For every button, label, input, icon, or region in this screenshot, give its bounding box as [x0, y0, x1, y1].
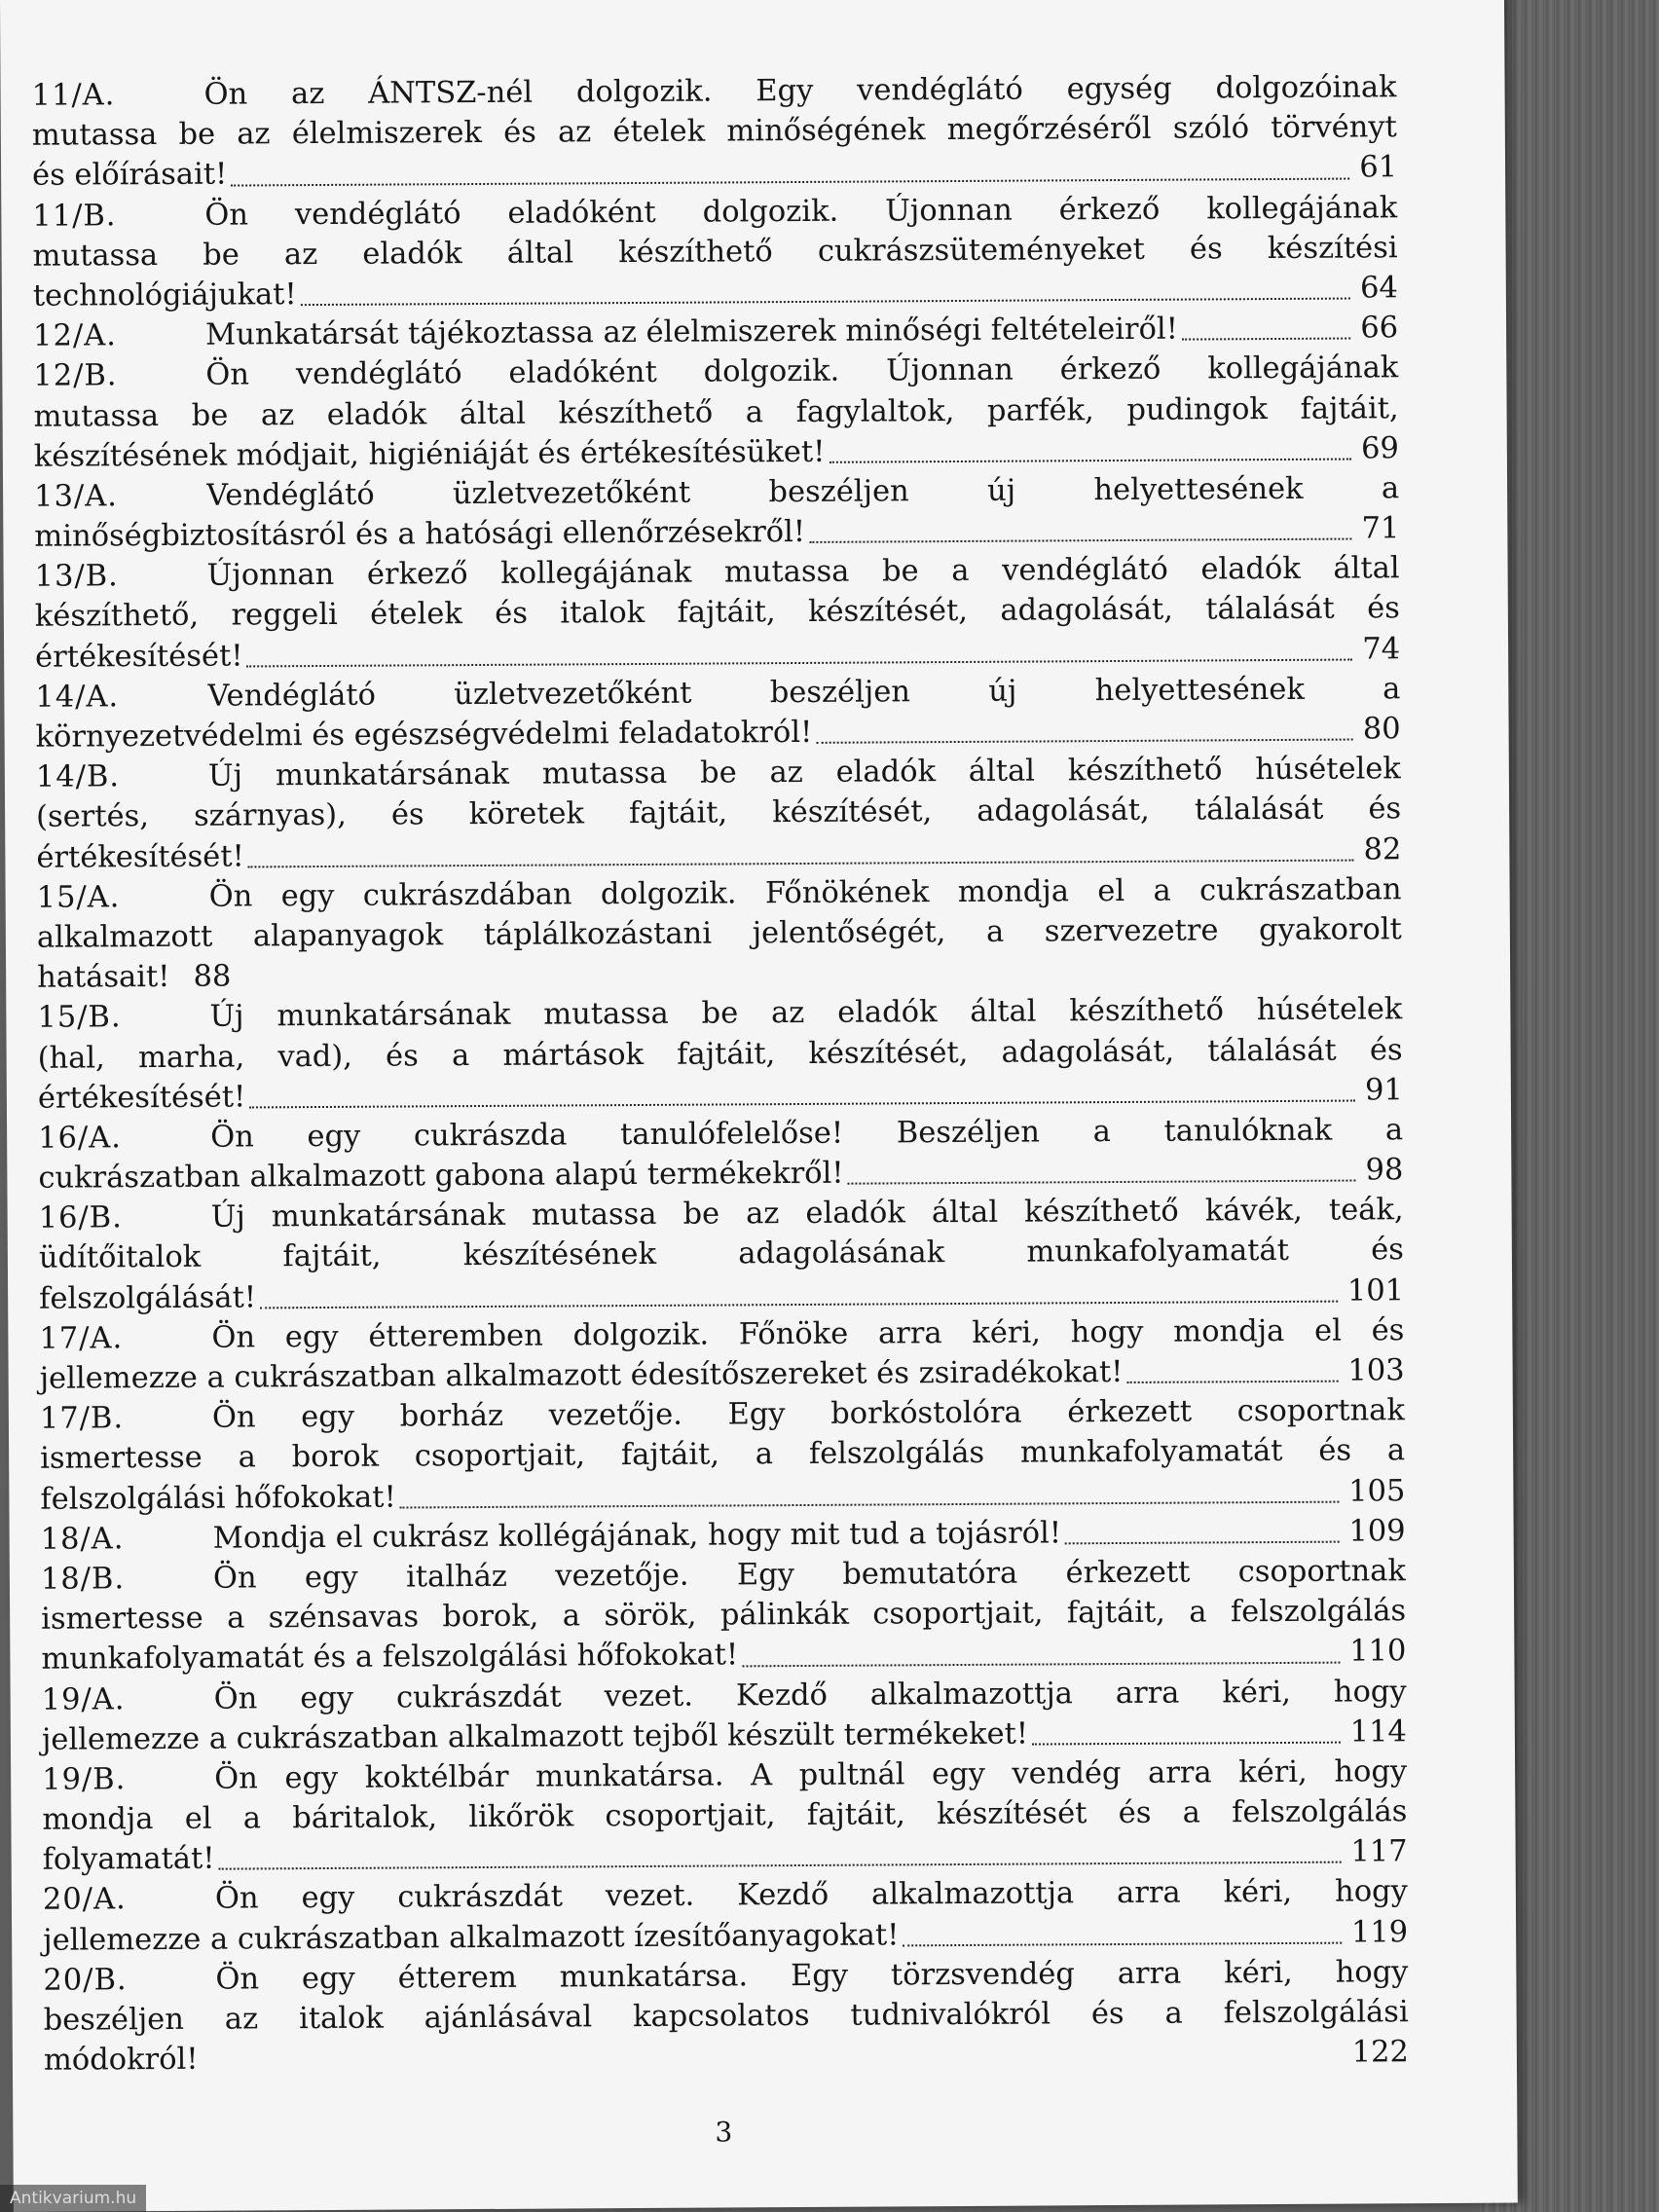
spacer — [199, 2062, 1348, 2069]
toc-entry — [32, 188, 1398, 316]
entry-title-end: Mondja el cukrász kollégájának, hogy mit tud a tojásról! — [212, 1516, 1062, 1556]
entry-title-end: hatásait! — [37, 960, 170, 995]
dot-leader — [742, 1659, 1340, 1667]
entry-page-number: 122 — [1351, 2035, 1410, 2070]
entry-title-line: ismertesse a szénsavas borok, a sörök, pálinkák csoportjait, fajtáit, a felszolgálás — [41, 1594, 1407, 1637]
entry-page-number: 80 — [1362, 712, 1401, 747]
entry-title-line: készíthető, reggeli ételek és italok fajtáit, készítését, adagolását, tálalását és — [34, 591, 1400, 635]
entry-title-end: minőségbiztosításról és a hatósági ellenőrzésekről! — [34, 515, 806, 554]
entry-title-line: Új munkatársának mutassa be az eladók által készíthető húsételek — [209, 992, 1403, 1035]
dot-leader — [903, 1939, 1343, 1946]
entry-code: 20/A. — [42, 1882, 127, 1918]
entry-title-end: készítésének módjait, higiéniáját és értékesítésüket! — [33, 434, 826, 474]
toc-entry — [31, 67, 1397, 196]
toc-entry — [34, 548, 1400, 677]
entry-page-number: 88 — [193, 959, 232, 994]
dot-leader — [260, 1298, 1338, 1309]
dot-leader — [248, 857, 1354, 867]
entry-code: 12/B. — [33, 358, 118, 394]
entry-page-number: 82 — [1363, 831, 1402, 867]
entry-code: 16/B. — [38, 1200, 123, 1236]
entry-page-number: 91 — [1364, 1072, 1403, 1108]
entry-title-line: Ön az ÁNTSZ-nél dolgozik. Egy vendéglátó egység dolgozóinak — [203, 70, 1397, 112]
toc-entry — [40, 1390, 1406, 1519]
entry-title-end: cukrászatban alkalmazott gabona alapú termékekről! — [38, 1156, 844, 1196]
entry-title-line: mutassa be az élelmiszerek és az ételek minőségének megőrzéséről szóló törvényt — [31, 110, 1397, 153]
toc-entry — [34, 468, 1399, 557]
entry-title-line: Ön egy étterem munkatársa. Egy törzsvendég arra kéri, hogy — [215, 1955, 1409, 1997]
entry-page-number: 114 — [1349, 1714, 1407, 1750]
entry-code: 14/B. — [35, 759, 121, 794]
toc-entry — [41, 1551, 1407, 1679]
entry-title-line: Ön egy borház vezetője. Egy borkóstolóra érkezett csoportnak — [211, 1393, 1405, 1435]
toc-entry — [36, 749, 1402, 877]
entry-code: 13/A. — [34, 479, 119, 514]
entry-code: 11/A. — [31, 78, 116, 113]
entry-title-end: Munkatársát tájékoztassa az élelmiszerek minőségi feltételeiről! — [205, 312, 1179, 352]
entry-title-line: Új munkatársának mutassa be az eladók által készíthető kávék, teák, — [210, 1193, 1404, 1235]
entry-code: 11/B. — [32, 198, 117, 234]
toc-entry — [37, 990, 1403, 1119]
dot-leader — [829, 456, 1351, 462]
dot-leader — [816, 737, 1352, 744]
dot-leader — [247, 656, 1353, 667]
dot-leader — [809, 536, 1351, 543]
entry-code: 19/B. — [42, 1762, 127, 1797]
entry-title-end: értékesítését! — [36, 839, 244, 875]
entry-title-end: felszolgálását! — [39, 1280, 257, 1316]
entry-page-number: 69 — [1360, 430, 1399, 466]
entry-page-number: 74 — [1362, 631, 1401, 667]
entry-code: 13/B. — [34, 559, 119, 595]
entry-code: 18/A. — [40, 1522, 125, 1557]
entry-title-line: Ön egy cukrászdában dolgozik. Főnökének mondja el a cukrászatban — [208, 871, 1402, 914]
entry-page-number: 119 — [1350, 1914, 1409, 1950]
toc-entry — [37, 869, 1403, 998]
entry-title-line: alkalmazott alapanyagok táplálkozástani jelentőségét, a szervezetre gyakorolt — [36, 912, 1402, 955]
entry-page-number: 101 — [1346, 1272, 1405, 1309]
entry-title-line: mutassa be az eladók által készíthető a fagylaltok, parfék, pudingok fajtáit, — [33, 390, 1399, 434]
entry-title-end: felszolgálási hőfokokat! — [40, 1480, 396, 1517]
toc-entry — [42, 1672, 1407, 1760]
entry-title-line: Ön vendéglátó eladóként dolgozik. Újonnan érkező kollegájának — [205, 350, 1399, 393]
entry-title-end: technológiájukat! — [32, 277, 297, 313]
toc-entry — [43, 1952, 1409, 2081]
entry-title-line: üdítőitalok fajtáit, készítésének adagolásának munkafolyamatát és — [38, 1233, 1404, 1276]
dot-leader — [219, 1860, 1342, 1870]
entry-code: 15/B. — [37, 1000, 122, 1036]
dot-leader — [249, 1097, 1355, 1108]
watermark: Antikvarium.hu — [0, 2185, 146, 2212]
entry-title-end: munkafolyamatát és a felszolgálási hőfokokat! — [41, 1638, 739, 1677]
entry-code: 19/A. — [41, 1681, 126, 1717]
toc-entry — [39, 1190, 1405, 1318]
entry-code: 17/A. — [39, 1321, 124, 1356]
entry-title-line: Ön egy cukrászda tanulófelelőse! Beszéljen a tanulóknak a — [210, 1113, 1404, 1155]
entry-page-number: 71 — [1361, 511, 1400, 546]
entry-title-line: mutassa be az eladók által készíthető cukrászsüteményeket és készítési — [32, 230, 1398, 274]
entry-title-line: Ön egy cukrászdát vezet. Kezdő alkalmazottja arra kéri, hogy — [213, 1674, 1407, 1716]
toc-entry — [35, 669, 1400, 757]
entry-title-end: jellemezze a cukrászatban alkalmazott ízesítőanyagokat! — [43, 1918, 900, 1958]
dot-leader — [301, 296, 1350, 307]
dot-leader — [1127, 1379, 1339, 1383]
entry-title-end: jellemezze a cukrászatban alkalmazott tejből készült termékeket! — [41, 1716, 1029, 1757]
entry-page-number: 109 — [1348, 1513, 1406, 1549]
entry-page-number: 66 — [1360, 311, 1399, 346]
toc-entry — [33, 349, 1399, 477]
entry-code: 12/A. — [33, 318, 118, 353]
entry-page-number: 110 — [1349, 1634, 1407, 1669]
entry-code: 16/A. — [38, 1121, 123, 1156]
entry-page-number: 105 — [1348, 1473, 1406, 1509]
dot-leader — [848, 1178, 1356, 1185]
entry-page-number: 103 — [1347, 1353, 1405, 1388]
toc-entry — [42, 1751, 1408, 1880]
entry-page-number: 61 — [1359, 150, 1398, 185]
entry-title-line: Ön egy italház vezetője. Egy bemutatóra érkezett csoportnak — [212, 1554, 1406, 1596]
dot-leader — [1182, 336, 1350, 341]
dot-leader — [400, 1498, 1339, 1508]
entry-code: 20/B. — [43, 1963, 128, 1998]
toc-entry — [38, 1110, 1403, 1198]
entry-title-line: Ön egy koktélbár munkatársa. A pultnál egy vendég arra kéri, hogy — [214, 1754, 1408, 1796]
entry-code: 14/A. — [35, 680, 120, 715]
entry-code: 17/B. — [39, 1401, 125, 1436]
entry-title-line: ismertesse a borok csoportjait, fajtáit, a felszolgálás munkafolyamatát és a — [40, 1433, 1406, 1477]
entry-page-number: 64 — [1359, 271, 1398, 306]
dot-leader — [1065, 1539, 1339, 1545]
toc-entry — [39, 1310, 1404, 1399]
entry-title-line: Ön vendéglátó eladóként dolgozik. Újonnan érkező kollegájának — [204, 190, 1398, 233]
entry-title-line: Ön egy étteremben dolgozik. Főnöke arra kéri, hogy mondja el és — [211, 1313, 1405, 1355]
table-of-contents — [31, 67, 1409, 2081]
dot-leader — [231, 175, 1349, 186]
entry-title-line: mondja el a báritalok, likőrök csoportjait, fajtáit, készítését és a felszolgálás — [42, 1794, 1408, 1837]
entry-title-line: Újonnan érkező kollegájának mutassa be a vendéglátó eladók által — [206, 551, 1400, 593]
entry-title-end: folyamatát! — [42, 1841, 215, 1878]
entry-page-number: 117 — [1350, 1834, 1408, 1869]
entry-title-line: (sertés, szárnyas), és köretek fajtáit, készítését, adagolását, tálalását és — [36, 792, 1402, 835]
dot-leader — [1032, 1739, 1341, 1745]
entry-code: 15/A. — [36, 880, 121, 915]
page-number: 3 — [715, 2116, 733, 2149]
entry-title-end: jellemezze a cukrászatban alkalmazott édesítőszereket és zsiradékokat! — [39, 1354, 1124, 1396]
entry-code: 18/B. — [40, 1562, 126, 1597]
entry-title-line: Ön egy cukrászdát vezet. Kezdő alkalmazottja arra kéri, hogy — [214, 1874, 1409, 1917]
entry-title-end: környezetvédelmi és egészségvédelmi feladatokról! — [35, 715, 813, 755]
entry-title-end: értékesítését! — [35, 639, 243, 675]
entry-title-line: Vendéglátó üzletvezetőként beszéljen új helyettesének a — [207, 672, 1401, 714]
entry-title-line: Vendéglátó üzletvezetőként beszéljen új helyettesének a — [206, 471, 1400, 513]
entry-title-end: módokról! — [43, 2042, 199, 2078]
entry-title-end: értékesítését! — [37, 1080, 246, 1116]
entry-title-line: (hal, marha, vad), és a mártások fajtáit, készítését, adagolását, tálalását és — [37, 1032, 1403, 1076]
entry-title-end: és előírásait! — [31, 157, 228, 194]
toc-entry — [43, 1872, 1408, 1961]
entry-title-line: Új munkatársának mutassa be az eladók által készíthető húsételek — [207, 752, 1401, 793]
entry-page-number: 98 — [1365, 1153, 1404, 1188]
entry-title-line: beszéljen az italok ajánlásával kapcsolatos tudnivalókról és a felszolgálási — [43, 1995, 1409, 2038]
